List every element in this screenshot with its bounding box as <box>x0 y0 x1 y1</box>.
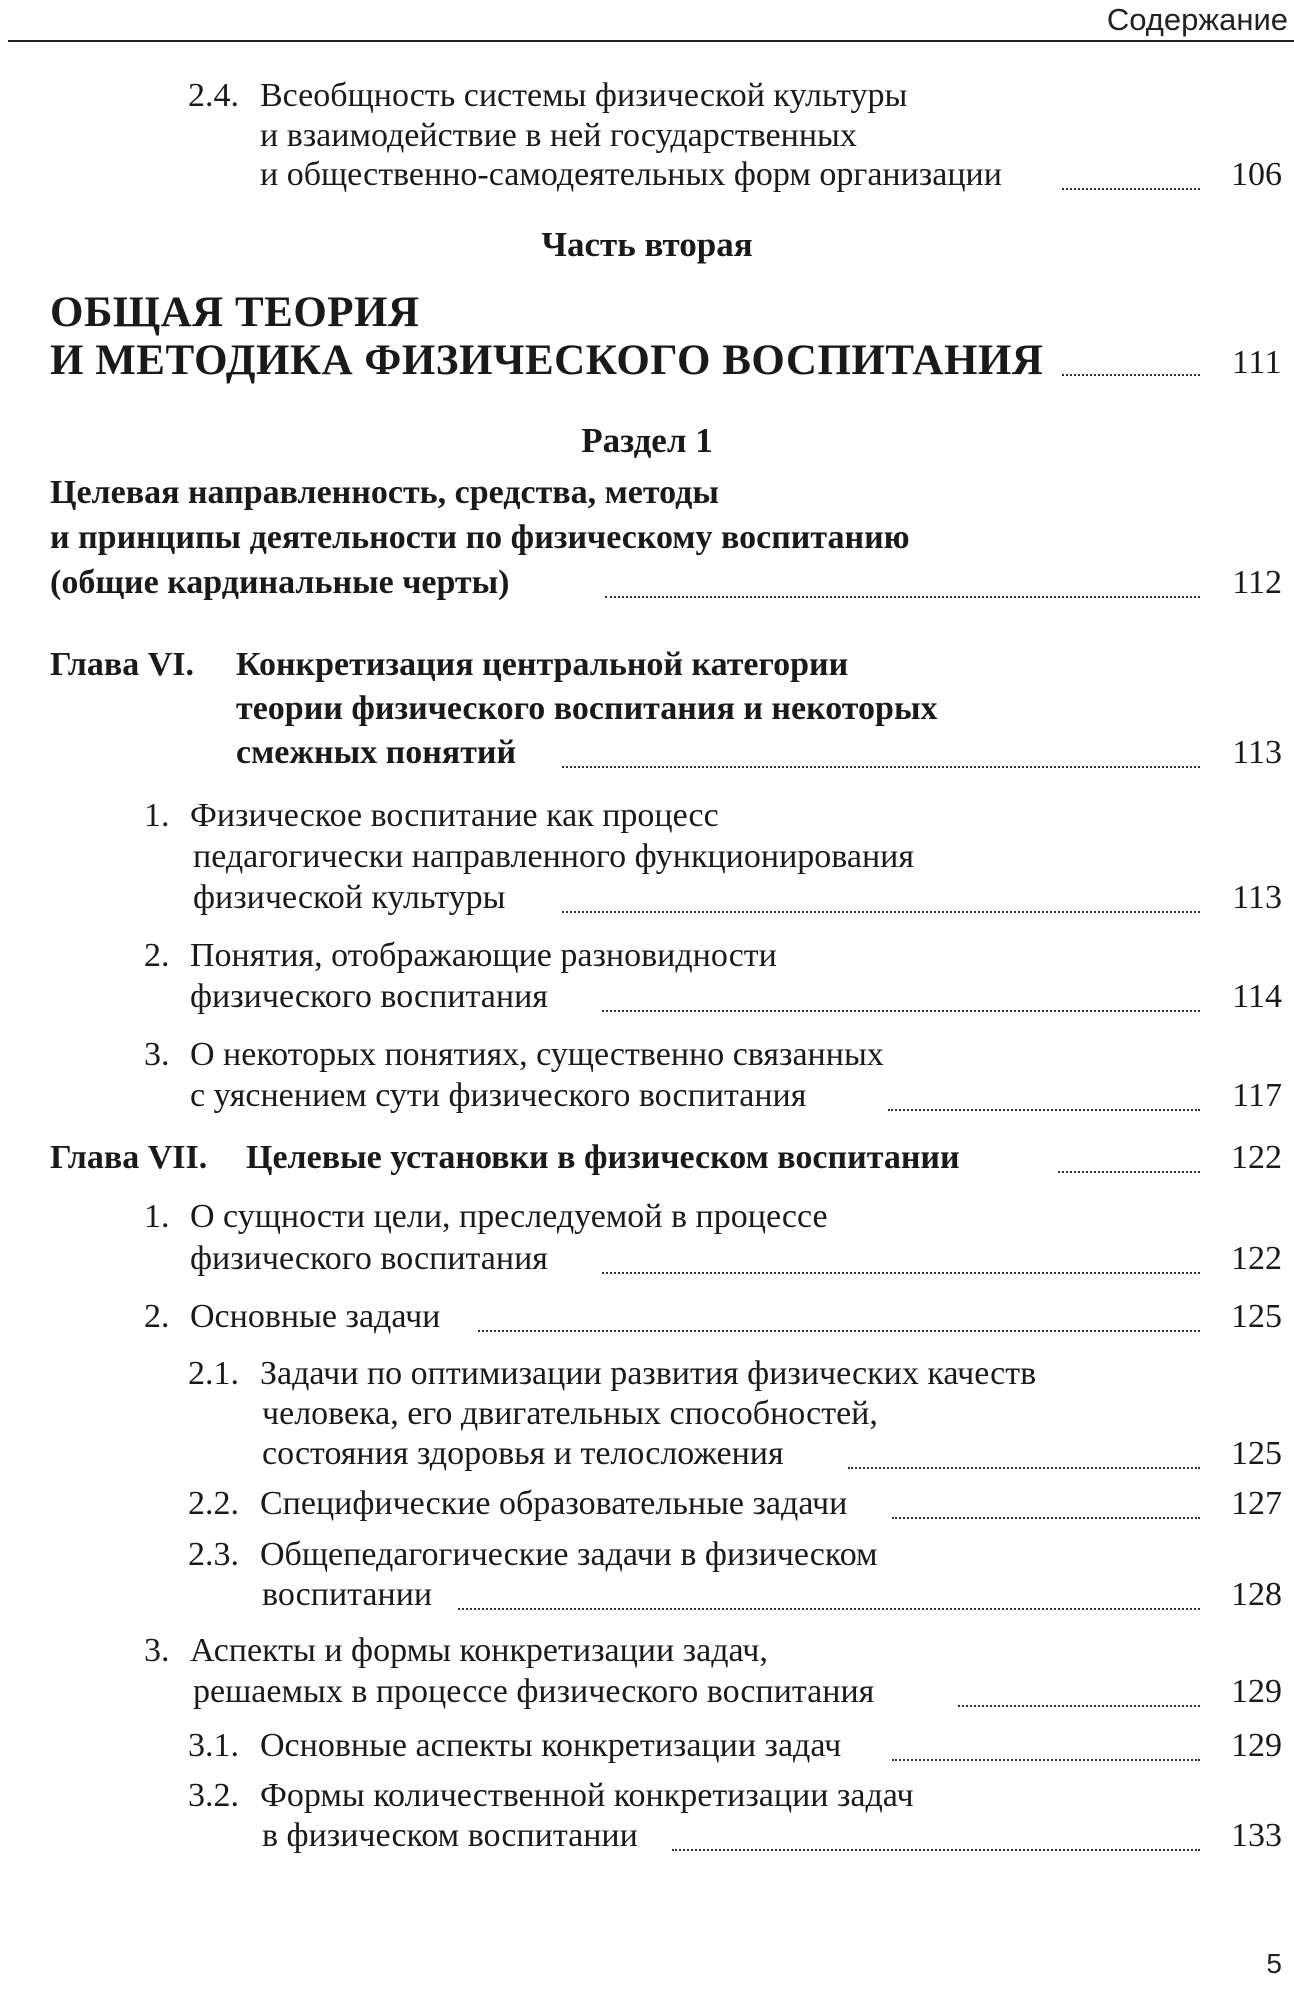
section-heading-line-3: (общие кардинальные черты) <box>50 564 510 601</box>
item-7-3-1-number: 3.1. <box>188 1727 239 1764</box>
dot-leader <box>602 1272 1200 1274</box>
section-heading-line-2: и принципы деятельности по физическому воспитанию <box>50 519 910 556</box>
item-6-2-line-2: физического воспитания <box>190 978 548 1015</box>
toc-entry-7-3[interactable] <box>0 1673 1294 1717</box>
part-heading-line-2: И МЕТОДИКА ФИЗИЧЕСКОГО ВОСПИТАНИЯ <box>50 337 1044 384</box>
dot-leader <box>892 1759 1200 1761</box>
item-7-2-3-number: 2.3. <box>188 1536 239 1573</box>
section-title: Раздел 1 <box>581 421 713 460</box>
item-7-2-2-title: Специфические образовательные задачи <box>260 1485 848 1522</box>
toc-entry-6-1[interactable] <box>0 879 1294 923</box>
toc-entry-7-3-1[interactable] <box>0 1727 1294 1771</box>
item-2-4-line-2: и взаимодействие в ней государственных <box>260 117 857 154</box>
header-rule <box>8 40 1294 42</box>
item-7-3-line-1: Аспекты и формы конкретизации задач, <box>190 1632 768 1669</box>
item-2-4-line-3: и общественно-самодеятельных форм организации <box>260 156 1002 193</box>
dot-leader <box>958 1705 1200 1707</box>
item-7-2-1-line-1: Задачи по оптимизации развития физических качеств <box>260 1355 1037 1392</box>
item-6-1-line-2: педагогически направленного функционирования <box>193 838 914 875</box>
item-6-3-line-1: О некоторых понятиях, существенно связанных <box>190 1036 884 1073</box>
toc-entry-section-1[interactable] <box>0 564 1294 608</box>
part-title: Часть вторая <box>541 225 753 264</box>
item-7-3-2-number: 3.2. <box>188 1777 239 1814</box>
section-heading-line-1: Целевая направленность, средства, методы <box>50 474 719 511</box>
item-6-2-line-1: Понятия, отображающие разновидности <box>190 937 777 974</box>
part-heading-line-1: ОБЩАЯ ТЕОРИЯ <box>50 289 420 336</box>
item-7-2-1-line-2: человека, его двигательных способностей, <box>262 1395 878 1432</box>
item-7-2-3-line-1: Общепедагогические задачи в физическом <box>260 1536 878 1573</box>
item-7-2-3-line-2: воспитании <box>262 1576 433 1613</box>
toc-entry-chapter-6[interactable] <box>0 734 1294 778</box>
page-ref: 117 <box>1232 1077 1282 1114</box>
item-6-3-line-2: с уяснением сути физического воспитания <box>190 1077 807 1114</box>
item-2-4-line-1: Всеобщность системы физической культуры <box>260 77 908 114</box>
page-ref: 106 <box>1231 156 1282 193</box>
chapter-7-label: Глава VII. <box>50 1139 208 1176</box>
dot-leader <box>672 1849 1200 1851</box>
item-6-3-number: 3. <box>144 1036 170 1073</box>
page-ref: 125 <box>1231 1435 1282 1472</box>
page-ref: 113 <box>1232 879 1282 916</box>
toc-entry-2-4[interactable] <box>0 156 1294 200</box>
item-7-2-title: Основные задачи <box>190 1298 441 1335</box>
chapter-6-label: Глава VI. <box>50 646 195 683</box>
chapter-7-title: Целевые установки в физическом воспитании <box>246 1139 960 1176</box>
toc-entry-7-1[interactable] <box>0 1240 1294 1284</box>
dot-leader <box>888 1109 1200 1111</box>
page-ref: 114 <box>1232 978 1282 1015</box>
item-7-3-2-line-2: в физическом воспитании <box>262 1817 638 1854</box>
chapter-6-line-3: смежных понятий <box>236 734 517 771</box>
dot-leader <box>1062 188 1200 190</box>
item-7-3-1-title: Основные аспекты конкретизации задач <box>260 1727 842 1764</box>
item-7-3-2-line-1: Формы количественной конкретизации задач <box>260 1777 914 1814</box>
page-ref: 111 <box>1232 344 1282 381</box>
page-ref: 125 <box>1231 1298 1282 1335</box>
page-ref: 112 <box>1232 564 1282 601</box>
item-6-1-line-1: Физическое воспитание как процесс <box>190 797 719 834</box>
toc-entry-7-2-1[interactable] <box>0 1435 1294 1479</box>
page-ref: 129 <box>1231 1673 1282 1710</box>
toc-entry-part-two[interactable] <box>0 336 1294 388</box>
page-ref: 129 <box>1231 1727 1282 1764</box>
item-7-3-number: 3. <box>144 1632 170 1669</box>
chapter-6-line-1: Конкретизация центральной категории <box>236 646 849 683</box>
dot-leader <box>848 1467 1200 1469</box>
toc-entry-6-3[interactable] <box>0 1077 1294 1121</box>
dot-leader <box>1058 1171 1200 1173</box>
running-head: Содержание <box>1106 2 1288 37</box>
toc-entry-7-3-2[interactable] <box>0 1817 1294 1861</box>
page-ref: 127 <box>1231 1485 1282 1522</box>
dot-leader <box>458 1608 1200 1610</box>
page-ref: 122 <box>1231 1139 1282 1176</box>
dot-leader <box>562 766 1200 768</box>
toc-entry-7-2[interactable] <box>0 1298 1294 1342</box>
page-ref: 133 <box>1231 1817 1282 1854</box>
item-7-2-1-line-3: состояния здоровья и телосложения <box>262 1435 784 1472</box>
dot-leader <box>478 1330 1200 1332</box>
item-6-1-number: 1. <box>144 797 170 834</box>
item-7-1-number: 1. <box>144 1198 170 1235</box>
item-7-1-line-1: О сущности цели, преследуемой в процессе <box>190 1198 828 1235</box>
dot-leader <box>605 596 1200 598</box>
page-ref: 113 <box>1232 734 1282 771</box>
item-2-4-number: 2.4. <box>188 77 239 114</box>
item-7-2-number: 2. <box>144 1298 170 1335</box>
item-7-1-line-2: физического воспитания <box>190 1240 548 1277</box>
toc-entry-6-2[interactable] <box>0 978 1294 1022</box>
page-ref: 128 <box>1231 1576 1282 1613</box>
dot-leader <box>1062 374 1200 376</box>
item-6-2-number: 2. <box>144 937 170 974</box>
item-7-2-1-number: 2.1. <box>188 1355 239 1392</box>
dot-leader <box>562 911 1200 913</box>
item-7-2-2-number: 2.2. <box>188 1485 239 1522</box>
toc-entry-7-2-2[interactable] <box>0 1485 1294 1529</box>
page-ref: 122 <box>1231 1240 1282 1277</box>
toc-entry-7-2-3[interactable] <box>0 1576 1294 1620</box>
dot-leader <box>892 1517 1200 1519</box>
page-number: 5 <box>1266 1948 1282 1979</box>
toc-entry-chapter-7[interactable] <box>0 1139 1294 1183</box>
chapter-6-line-2: теории физического воспитания и некоторых <box>236 690 938 727</box>
item-6-1-line-3: физической культуры <box>193 879 506 916</box>
dot-leader <box>602 1010 1200 1012</box>
item-7-3-line-2: решаемых в процессе физического воспитания <box>193 1673 875 1710</box>
